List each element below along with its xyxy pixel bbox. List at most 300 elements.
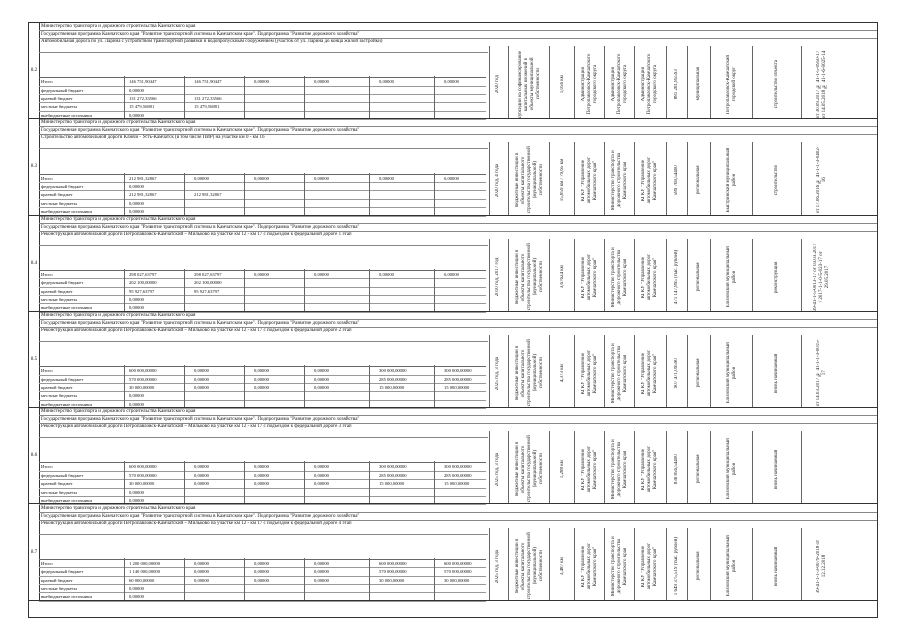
attribute-cell: бюджетные инвестиции в объекты капитального строительства государственной (муниципальной) собственности [515, 532, 544, 600]
financing-value: 0,00000 [129, 489, 144, 495]
attribute-cell: бюджетные инвестиции в объекты капитального строительства государственной (муниципальной) собственности [515, 146, 544, 215]
financing-value: 0,00000 [314, 464, 329, 470]
ministry-line: Министерство транспорта и дорожного строительства Камчатского края [39, 408, 877, 416]
ministry-line: Министерство транспорта и дорожного строительства Камчатского края [39, 505, 877, 513]
financing-value: 0,00000 [314, 569, 329, 575]
grid-line [508, 528, 509, 600]
financing-label: федеральный бюджет [41, 183, 84, 189]
grid-line [604, 142, 605, 214]
financing-value: 300 000,00000 [444, 368, 472, 374]
attribute-cell: 907 471,09590 [674, 358, 679, 389]
financing-value: 30 000,00000 [444, 577, 470, 583]
financing-label: Итого [41, 560, 53, 566]
financing-value: 0,00000 [129, 209, 144, 215]
financing-label: краевой бюджет [41, 577, 73, 583]
financing-value: 600 000,00000 [129, 464, 157, 470]
years-cell: 2010 год, 2017 год [495, 257, 500, 297]
financing-row [39, 271, 486, 279]
attribute-cell: КГКУ "Управление автомобильных дорог Камчатского края" [581, 157, 598, 204]
financing-label: местные бюджеты [41, 104, 77, 110]
financing-value: 0,00000 [194, 175, 209, 181]
grid-line [549, 46, 550, 118]
grid-line [801, 142, 802, 214]
financing-table [39, 462, 486, 505]
financing-value: 285 000,00000 [444, 472, 472, 478]
grid-line [184, 461, 185, 503]
grid-line [752, 142, 753, 214]
financing-value: 212 981,32867 [129, 192, 157, 198]
financing-value: 0,00000 [444, 79, 459, 85]
financing-row [39, 577, 486, 585]
grid-line [687, 239, 688, 311]
financing-value: 0,00000 [254, 464, 269, 470]
financing-value: 0,00000 [254, 79, 269, 85]
financing-value: 1 200 000,00000 [129, 560, 161, 566]
financing-value: 0,00000 [129, 112, 144, 118]
financing-value: 0,00000 [129, 297, 144, 303]
financing-row [39, 200, 486, 208]
financing-row [39, 593, 486, 601]
grid-line [710, 431, 711, 503]
financing-value: 202 100,00000 [194, 280, 222, 286]
financing-table [39, 270, 486, 313]
grid-line [752, 335, 753, 407]
grid-line [666, 239, 667, 311]
financing-label: местные бюджеты [41, 489, 77, 495]
financing-value: 0,00000 [194, 472, 209, 478]
grid-line [634, 528, 635, 600]
financing-value: 95 927,63797 [194, 288, 220, 294]
grid-line [508, 142, 509, 214]
program-line: Государственная программа Камчатского края "Развитие транспортной системы в Камчатском крае". Подпрограмма "Развитие дорожного хозяйства" [39, 224, 877, 232]
grid-line [666, 528, 667, 600]
financing-row [39, 183, 486, 191]
attribute-cell: бюджетные инвестиции в объекты капитального строительства государственной (муниципальной) собственности [515, 435, 544, 503]
attribute-cell: вновь начинаемый [774, 353, 779, 393]
grid-line [369, 269, 370, 311]
financing-label: Итого [41, 271, 53, 277]
grid-line [549, 142, 550, 214]
grid-line [604, 528, 605, 600]
grid-line [710, 142, 711, 214]
financing-value: 15 000,00000 [444, 384, 470, 390]
financing-label: федеральный бюджет [41, 280, 84, 286]
financing-label: внебюджетные источники [41, 112, 92, 118]
grid-line [604, 431, 605, 503]
financing-label: местные бюджеты [41, 585, 77, 591]
financing-value: 0,00000 [314, 368, 329, 374]
grid-line [801, 335, 802, 407]
grid-line [549, 528, 550, 600]
attribute-cell: Елизовский муниципальный район [726, 535, 737, 597]
grid-line [666, 46, 667, 118]
financing-value: 0,00000 [254, 569, 269, 575]
financing-label: местные бюджеты [41, 393, 77, 399]
financing-value: 0,00000 [254, 271, 269, 277]
grid-line [244, 269, 245, 311]
financing-value: 0,00000 [194, 481, 209, 487]
grid-line [304, 76, 305, 118]
financing-table [39, 366, 486, 409]
grid-line [184, 269, 185, 311]
financing-value: 131 272,33566 [129, 96, 157, 102]
attribute-cell: 1 649 375,519 (тыс. рублей) [674, 536, 679, 595]
grid-line [666, 431, 667, 503]
financing-value: 285 000,00000 [379, 376, 407, 382]
program-line: Государственная программа Камчатского края "Развитие транспортной системы в Камчатском крае". Подпрограмма "Развитие дорожного хозяйства" [39, 513, 877, 521]
financing-label: внебюджетные источники [41, 209, 92, 215]
row-number: 8.3 [29, 119, 40, 214]
attribute-cell: от 14.03.2017 № 41-1-1-3-0015-17 [816, 339, 827, 407]
grid-line [752, 431, 753, 503]
object-line: Реконструкция автомобильной дороги Петропавловск-Камчатский – Мильково на участке км 12 - км 17 с подъездом к федеральной дороге 2 этап [39, 328, 488, 342]
attribute-cell: 881 281,85593 [674, 69, 679, 100]
financing-row [39, 87, 486, 95]
grid-line [369, 173, 370, 215]
financing-value: 300 000,00000 [379, 368, 407, 374]
grid-line [369, 76, 370, 118]
financing-row [39, 384, 486, 392]
attribute-cell: КГКУ "Управление автомобильных дорог Камчатского края" [581, 542, 598, 589]
financing-value: 0,00000 [254, 472, 269, 478]
grid-line [604, 335, 605, 407]
grid-line [574, 528, 575, 600]
financing-row [39, 480, 486, 488]
financing-value: 0,00000 [314, 481, 329, 487]
ministry-line: Министерство транспорта и дорожного строительства Камчатского края [39, 216, 877, 224]
financing-value: 0,00000 [379, 271, 394, 277]
grid-line [369, 558, 370, 600]
grid-line [124, 76, 125, 118]
attribute-cell: субсидии на софинансирование капитальных вложений в объекты муниципальной собственности [518, 50, 541, 118]
financing-value: 30 000,00000 [129, 384, 155, 390]
grid-line [604, 239, 605, 311]
grid-line [304, 558, 305, 600]
financing-value: 600 000,00000 [379, 560, 407, 566]
grid-line [489, 335, 490, 407]
table-block [29, 23, 877, 119]
attribute-cell: Елизовский муниципальный район [726, 246, 737, 308]
attribute-cell: Министерство транспорта и дорожного строительства Камчатского края [611, 150, 628, 211]
attribute-cell: КГКУ "Управление автомобильных дорог Камчатского края" [641, 253, 658, 301]
grid-line [752, 239, 753, 311]
financing-value: 212 981,32867 [129, 175, 157, 181]
financing-row [39, 191, 486, 199]
grid-line [549, 431, 550, 503]
financing-value: 0,00000 [129, 393, 144, 399]
attribute-cell: реконструкция [774, 260, 779, 293]
financing-value: 285 000,00000 [444, 376, 472, 382]
financing-label: внебюджетные источники [41, 498, 92, 504]
attribute-cell: КГКУ "Управление автомобильных дорог Камчатского края" [581, 253, 598, 301]
grid-line [124, 269, 125, 311]
financing-value: 0,00000 [129, 498, 144, 504]
attribute-cell: 3,67624 км [560, 265, 565, 289]
attribute-cell: муниципальная [696, 67, 701, 101]
financing-row [39, 175, 486, 183]
financing-value: 0,00000 [254, 577, 269, 583]
financing-row [39, 103, 486, 111]
financing-row [39, 288, 486, 296]
grid-line [184, 173, 185, 215]
attribute-cell: 836 856,54400 [674, 454, 679, 485]
financing-table [39, 77, 486, 120]
grid-line [687, 431, 688, 503]
financing-value: 0,00000 [194, 569, 209, 575]
grid-line [710, 335, 711, 407]
financing-value: 1 140 000,00000 [129, 569, 161, 575]
financing-row [39, 78, 486, 86]
financing-value: 0,00000 [314, 384, 329, 390]
grid-line [508, 46, 509, 118]
grid-line [304, 365, 305, 407]
financing-value: 0,00000 [314, 472, 329, 478]
attribute-cell: региональная [696, 166, 701, 195]
financing-label: местные бюджеты [41, 200, 77, 206]
financing-value: 570 000,00000 [444, 569, 472, 575]
financing-value: 0,00000 [314, 79, 329, 85]
years-cell: 2025 год, 3 года [495, 356, 500, 390]
grid-line [634, 431, 635, 503]
attribute-cell: 3,487 км [560, 556, 565, 575]
financing-label: федеральный бюджет [41, 569, 84, 575]
attribute-cell: КГКУ "Управление автомобильных дорог Камчатского края" [641, 446, 658, 493]
financing-value: 0,00000 [254, 175, 269, 181]
financing-row [39, 296, 486, 304]
financing-value: 15 479,56881 [129, 104, 155, 110]
attribute-cell: Министерство транспорта и дорожного строительства Камчатского края [611, 535, 628, 596]
attribute-cell: КГКУ "Управление автомобильных дорог Камчатского края" [641, 157, 658, 204]
grid-line [489, 431, 490, 503]
attribute-cell: Быстринский муниципальный район [726, 148, 737, 213]
financing-value: 0,00000 [254, 560, 269, 566]
attribute-cell: 1,056 км [560, 75, 565, 94]
financing-value: 30 000,00000 [379, 577, 405, 583]
financing-label: федеральный бюджет [41, 472, 84, 478]
financing-value: 0,00000 [314, 577, 329, 583]
financing-value: 212 981,32867 [194, 192, 222, 198]
financing-value: 146 751,90447 [194, 79, 222, 85]
grid-line [801, 46, 802, 118]
financing-value: 0,00000 [254, 368, 269, 374]
grid-line [604, 46, 605, 118]
program-line: Государственная программа Камчатского края "Развитие транспортной системы в Камчатском крае". Подпрограмма "Развитие дорожного хозяйства" [39, 127, 877, 135]
grid-line [434, 461, 435, 503]
financing-value: 15 000,00000 [379, 481, 405, 487]
financing-value: 60 000,00000 [129, 577, 155, 583]
attribute-cell: Петропавловск-Камчатский городской округ [726, 54, 737, 114]
financing-value: 0,00000 [129, 87, 144, 93]
grid-line [244, 76, 245, 118]
grid-line [634, 46, 635, 118]
attribute-cell: от 30.09.2017 № 41-1-5-0950-17 от 14.05.2018 № 41-1-6-0025-14 [816, 50, 827, 118]
financing-row [39, 568, 486, 576]
grid-line [124, 173, 125, 215]
grid-line [666, 142, 667, 214]
grid-line [369, 365, 370, 407]
grid-line [508, 239, 509, 311]
financing-label: краевой бюджет [41, 192, 73, 198]
financing-value: 95 927,63797 [129, 288, 155, 294]
financing-table [39, 559, 486, 602]
financing-row [39, 367, 486, 375]
financing-value: 0,00000 [129, 305, 144, 311]
attribute-cell: Администрация Петропавловск-Камчатского городского округа [641, 53, 658, 115]
financing-value: 0,00000 [254, 384, 269, 390]
attribute-cell: 589 769,54400 [674, 165, 679, 196]
attribute-cell: 39-41-1-5-0013-17 от 03.03.2017 / 2017-1-1-0-5-023-17 от 29.05.2017 [813, 242, 830, 311]
financing-label: краевой бюджет [41, 384, 73, 390]
financing-value: 0,00000 [129, 401, 144, 407]
grid-line [489, 142, 490, 214]
financing-label: Итого [41, 175, 53, 181]
attribute-cell: 4,373 км [560, 364, 565, 383]
years-cell: 2025 год, 3 года [495, 548, 500, 583]
program-line: Государственная программа Камчатского края "Развитие транспортной системы в Камчатском крае". Подпрограмма "Развитие дорожного хозяйства" [39, 416, 877, 424]
grid-line [801, 528, 802, 600]
attribute-cell: вновь начинаемый [774, 449, 779, 490]
financing-value: 0,00000 [444, 175, 459, 181]
grid-line [801, 431, 802, 503]
financing-label: краевой бюджет [41, 288, 73, 294]
financing-value: 600 000,00000 [444, 560, 472, 566]
financing-value: 0,00000 [254, 376, 269, 382]
grid-line [710, 239, 711, 311]
financing-value: 300 000,00000 [444, 464, 472, 470]
financing-value: 298 027,63797 [194, 271, 222, 277]
grid-line [434, 173, 435, 215]
financing-value: 15 479,56881 [194, 104, 220, 110]
grid-line [710, 46, 711, 118]
program-line: Государственная программа Камчатского края "Развитие транспортной системы в Камчатском крае". Подпрограмма "Развитие дорожного хозяйства" [39, 31, 877, 39]
attribute-cell: Министерство транспорта и дорожного строительства Камчатского края [611, 439, 628, 500]
investment-objects-table [28, 22, 878, 618]
object-line: Реконструкция автомобильной дороги Петропавловск-Камчатский – Мильково на участке км 12 - км 17 с подъездом к федеральной дороге 4 этап [39, 521, 488, 535]
attribute-cell: Елизовский муниципальный район [726, 438, 737, 500]
grid-line [574, 46, 575, 118]
financing-row [39, 279, 486, 287]
grid-line [434, 269, 435, 311]
years-cell: 2025 год, 3 года [495, 452, 500, 487]
grid-line [634, 239, 635, 311]
grid-line [184, 76, 185, 118]
attribute-cell: 15,859 км / 79,65 км [560, 159, 565, 202]
table-block [29, 119, 877, 215]
financing-row [39, 392, 486, 400]
grid-line [574, 335, 575, 407]
financing-value: 0,00000 [254, 481, 269, 487]
ministry-line: Министерство транспорта и дорожного строительства Камчатского края [39, 119, 877, 127]
grid-line [752, 46, 753, 118]
grid-line [244, 365, 245, 407]
grid-line [124, 461, 125, 503]
grid-line [184, 365, 185, 407]
grid-line [508, 335, 509, 407]
financing-row [39, 585, 486, 593]
attribute-cell: 39-41-1-1-3-0079-2018 от 12.12.2018 [816, 538, 827, 593]
financing-value: 0,00000 [314, 271, 329, 277]
grid-line [634, 335, 635, 407]
attribute-cell: региональная [696, 358, 701, 388]
row-number: 8.4 [29, 216, 40, 311]
financing-label: федеральный бюджет [41, 376, 84, 382]
grid-line [434, 365, 435, 407]
grid-line [304, 173, 305, 215]
grid-line [574, 431, 575, 503]
grid-line [244, 558, 245, 600]
financing-label: федеральный бюджет [41, 87, 84, 93]
financing-value: 0,00000 [194, 577, 209, 583]
grid-line [124, 365, 125, 407]
grid-line [489, 46, 490, 118]
grid-line [574, 142, 575, 214]
attribute-cell: КГКУ "Управление автомобильных дорог Камчатского края" [641, 542, 658, 589]
financing-value: 0,00000 [379, 175, 394, 181]
financing-value: 30 000,00000 [129, 481, 155, 487]
attribute-cell: 471 147,895 (тыс. рублей) [674, 249, 679, 305]
financing-label: внебюджетные источники [41, 401, 92, 407]
financing-value: 202 100,00000 [129, 280, 157, 286]
grid-line [634, 142, 635, 214]
grid-line [508, 431, 509, 503]
financing-value: 600 000,00000 [129, 368, 157, 374]
grid-line [687, 335, 688, 407]
financing-value: 0,00000 [314, 175, 329, 181]
attribute-cell: региональная [696, 551, 701, 581]
financing-value: 15 000,00000 [379, 384, 405, 390]
financing-row [39, 95, 486, 103]
financing-row [39, 472, 486, 480]
row-number: 8.7 [29, 505, 40, 600]
financing-value: 0,00000 [194, 376, 209, 382]
attribute-cell: бюджетные инвестиции в объекты капитального строительства государственной (муниципальной) собственности [515, 339, 544, 407]
financing-value: 570 000,00000 [129, 472, 157, 478]
financing-label: внебюджетные источники [41, 594, 92, 600]
grid-line [687, 528, 688, 600]
financing-label: краевой бюджет [41, 96, 73, 102]
financing-value: 131 272,33566 [194, 96, 222, 102]
grid-line [710, 528, 711, 600]
attribute-cell: строительство объекта [774, 59, 779, 109]
attribute-cell: Министерство транспорта и дорожного строительства Камчатского края [611, 246, 628, 307]
table-block [29, 312, 877, 408]
grid-line [369, 461, 370, 503]
grid-line [549, 239, 550, 311]
grid-line [124, 558, 125, 600]
grid-line [304, 269, 305, 311]
financing-value: 146 751,90447 [129, 79, 157, 85]
grid-line [666, 335, 667, 407]
financing-label: Итого [41, 368, 53, 374]
attribute-cell: КГКУ "Управление автомобильных дорог Камчатского края" [581, 446, 598, 493]
ministry-line: Министерство транспорта и дорожного строительства Камчатского края [39, 23, 877, 31]
grid-line [244, 461, 245, 503]
financing-value: 0,00000 [194, 464, 209, 470]
financing-table [39, 174, 486, 217]
financing-value: 300 000,00000 [379, 464, 407, 470]
financing-value: 0,00000 [194, 368, 209, 374]
financing-label: внебюджетные источники [41, 305, 92, 311]
object-line: Реконструкция автомобильной дороги Петропавловск-Камчатский – Мильково на участке км 12 - км 17 с подъездом к федеральной дороге 1 этап [39, 232, 488, 246]
attribute-cell [804, 435, 840, 503]
financing-label: местные бюджеты [41, 297, 77, 303]
attribute-cell: Елизовский муниципальный район [726, 342, 737, 404]
grid-line [687, 46, 688, 118]
attribute-cell: Министерство транспорта и дорожного строительства Камчатского края [611, 343, 628, 404]
financing-value: 570 000,00000 [129, 376, 157, 382]
attribute-cell: КГКУ "Управление автомобильных дорог Камчатского края" [641, 349, 658, 397]
financing-row [39, 376, 486, 384]
